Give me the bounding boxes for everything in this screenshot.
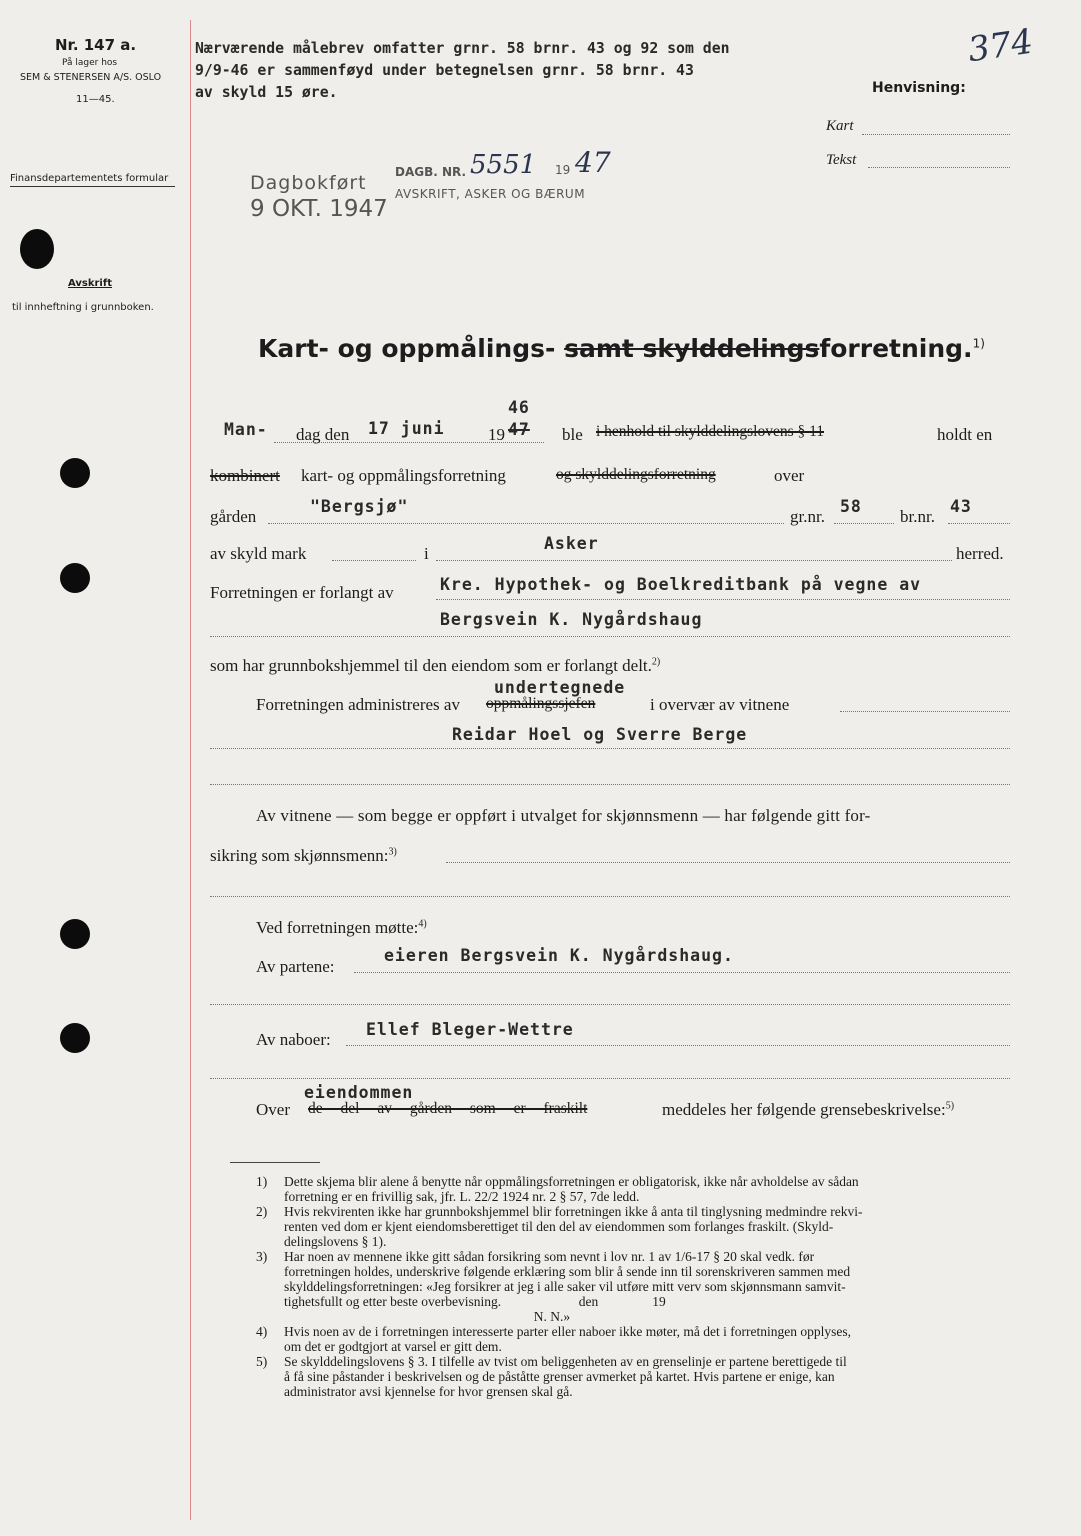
farm-name: "Bergsjø": [310, 497, 409, 516]
punch-hole: [60, 1023, 90, 1053]
formular-rule: [10, 186, 175, 187]
overvaer-line: [840, 711, 1010, 712]
forsikring-line-2: [210, 896, 1010, 897]
over-label-bottom: Over: [256, 1100, 290, 1119]
ved-forretningen-text: Ved forretningen møtte:: [256, 918, 419, 937]
grnr-label: gr.nr.: [790, 507, 825, 526]
footnote: [256, 1204, 1016, 1249]
neighbours: Ellef Bleger-Wettre: [366, 1020, 574, 1039]
footnote-line: skylddelingsforretningen: «Jeg forsikrer at jeg i alle saker vil utføre mitt verv som skjønnsmann samvit-: [284, 1279, 846, 1294]
grnr-line: [834, 523, 894, 524]
municipality: Asker: [544, 534, 599, 553]
holdt-en-label: holdt en: [937, 425, 993, 444]
requester-line-1: Kre. Hypothek- og Boelkreditbank på vegne av: [440, 575, 922, 594]
footnote-line: Hvis rekvirenten ikke har grunnbokshjemmel blir forretningen ikke å anta til tinglysning medmindre rekvi-: [284, 1204, 863, 1219]
title-footnote-ref: 1): [972, 336, 985, 351]
footnote-line: renten ved dom er kjent eiendomsberettiget til den del av eiendommen som forlanges fraskilt. (Skyld-: [284, 1219, 834, 1234]
requester-line: [436, 599, 1010, 600]
innheftning-label: til innheftning i grunnboken.: [12, 302, 154, 313]
formular-label: Finansdepartementets formular: [10, 173, 169, 184]
meddeles-ref: 5): [945, 1100, 955, 1112]
footnote-line: om det er godtgjort at varsel er gitt dem.: [284, 1339, 502, 1354]
footnote-line: å få sine påstander i beskrivelsen og de påståtte grenser avmerket på kartet. Hvis partene er enige, kan: [284, 1369, 835, 1384]
i-henhold-struck: i henhold til skylddelingslovens § 11: [596, 423, 825, 440]
dag-den-label: dag den: [296, 425, 350, 444]
kombinert-struck: kombinert: [210, 466, 280, 485]
meddeles-label: [662, 1100, 954, 1120]
av-vitnene-line-2: [210, 846, 397, 866]
i-label: i: [424, 544, 429, 563]
kart-line: [862, 134, 1010, 135]
footnote-line: Hvis noen av de i forretningen interesserte parter eller naboer ikke møter, må det i forretningen opplyses,: [284, 1324, 852, 1339]
typed-note-line-3: av skyld 15 øre.: [195, 84, 338, 101]
herred-label: herred.: [956, 544, 1004, 563]
footnote-number: 2): [256, 1204, 268, 1219]
parties: eieren Bergsvein K. Nygårdshaug.: [384, 946, 734, 965]
undertegnede: undertegnede: [494, 678, 626, 697]
footnote-rule: [230, 1162, 320, 1163]
requester-line-2: Bergsvein K. Nygårdshaug: [440, 610, 703, 629]
meddeles-text: meddeles her følgende grensebeskrivelse:: [662, 1100, 946, 1119]
year-prefix: 19: [488, 425, 505, 444]
footnote-number: 3): [256, 1249, 268, 1264]
typed-note-line-1: Nærværende målebrev omfatter grnr. 58 brnr. 43 og 92 som den: [195, 40, 730, 57]
som-har-label: [210, 656, 660, 676]
year-struck: 47: [508, 420, 530, 439]
tekst-line: [868, 167, 1010, 168]
footnote-line: N. N.»: [284, 1309, 571, 1324]
grnr-value: 58: [840, 497, 862, 516]
parties-line-2: [210, 1004, 1010, 1005]
av-naboer-label: Av naboer:: [256, 1030, 331, 1049]
parties-line: [354, 972, 1010, 973]
footnote-line: Se skylddelingslovens § 3. I tilfelle av tvist om beliggenheten av en grenselinje er partene berettigede til: [284, 1354, 847, 1369]
punch-hole: [60, 458, 90, 488]
title-struck: samt skylddelings: [564, 334, 820, 363]
typed-note-line-2: 9/9-46 er sammenføyd under betegnelsen grnr. 58 brnr. 43: [195, 62, 694, 79]
eiendommen: eiendommen: [304, 1083, 414, 1102]
brnr-label: br.nr.: [900, 507, 935, 526]
date-line: [274, 442, 544, 443]
footnote-number: 1): [256, 1174, 268, 1189]
administreres-label: Forretningen administreres av: [256, 695, 460, 714]
garden-label: gården: [210, 507, 257, 526]
footnote: [256, 1174, 1016, 1204]
requester-line-2-rule: [210, 636, 1010, 637]
dagb-year-prefix: 19: [555, 163, 571, 177]
skyld-line: [332, 560, 416, 561]
brnr-value: 43: [950, 497, 972, 516]
footnote-line: forretningen holdes, underskrive følgende erklæring som blir å sende inn til sorenskriveren sammen med: [284, 1264, 851, 1279]
ble-label: ble: [562, 425, 583, 444]
av-skyld-mark-label: av skyld mark: [210, 544, 307, 563]
forlangt-av-label: Forretningen er forlangt av: [210, 583, 394, 602]
farm-line: [268, 523, 784, 524]
punch-hole: [60, 919, 90, 949]
footnote-number: 5): [256, 1354, 268, 1369]
form-number: Nr. 147 a.: [55, 36, 137, 54]
punch-hole: [20, 229, 54, 269]
av-vitnene-text-2: sikring som skjønnsmenn:: [210, 846, 389, 865]
footnotes: [256, 1174, 1016, 1399]
title-part-2: forretning.: [819, 334, 973, 363]
dagb-year: 47: [575, 146, 611, 179]
edition: 11—45.: [76, 94, 115, 105]
punch-hole: [60, 563, 90, 593]
publisher-line-1: På lager hos: [62, 58, 118, 68]
neighbours-line: [346, 1045, 1010, 1046]
av-partene-label: Av partene:: [256, 957, 335, 976]
avskrift-stamp: AVSKRIFT, ASKER OG BÆRUM: [395, 187, 586, 201]
av-vitnene-ref: 3): [388, 846, 397, 858]
tekst-label: Tekst: [826, 152, 857, 168]
footnote-line: delingslovens § 1).: [284, 1234, 387, 1249]
footnote: [256, 1354, 1016, 1399]
footnote-line: tighetsfullt og etter beste overbevisning. den 19: [284, 1294, 666, 1309]
footnote-line: Har noen av mennene ikke gitt sådan forsikring som nevnt i lov nr. 1 av 1/6-17 § 20 skal vedk. før: [284, 1249, 815, 1264]
date-typed: 17 juni: [368, 419, 445, 438]
title-part-1: Kart- og oppmålings-: [258, 334, 556, 363]
weekday-typed: Man-: [224, 420, 268, 439]
ved-forretningen-label: [256, 918, 427, 938]
document-title: [258, 334, 985, 363]
footnote: [256, 1324, 1016, 1354]
left-margin-rule: [190, 20, 191, 1520]
neighbours-line-2: [210, 1078, 1010, 1079]
footnote-number: 4): [256, 1324, 268, 1339]
stamp-date: 9 OKT. 1947: [250, 196, 388, 222]
over-struck: de del av gården som er fraskilt: [308, 1100, 588, 1117]
brnr-line: [948, 523, 1010, 524]
dagb-number: 5551: [470, 150, 537, 180]
av-vitnene-line-1: Av vitnene — som begge er oppført i utvalget for skjønnsmenn — har følgende gitt for-: [256, 806, 871, 825]
ved-ref: 4): [418, 918, 427, 930]
kart-label: Kart: [826, 118, 854, 134]
witnesses-line: [210, 748, 1010, 749]
footnote-line: administrator avsi kjennelse for hvor grensen skal gå.: [284, 1384, 573, 1399]
i-overvaer-label: i overvær av vitnene: [650, 695, 790, 714]
witnesses: Reidar Hoel og Sverre Berge: [452, 725, 748, 744]
som-har-text: som har grunnbokshjemmel til den eiendom som er forlangt delt.: [210, 656, 652, 675]
og-skyld-struck: og skylddelingsforretning: [556, 466, 716, 483]
som-har-ref: 2): [651, 656, 661, 668]
oppmaling-struck: oppmålingssjefen: [486, 695, 596, 712]
dagbokfort-stamp: Dagbokført: [250, 172, 367, 194]
kart-og-label: kart- og oppmålingsforretning: [301, 466, 506, 485]
footnote: [256, 1249, 1016, 1324]
footnote-line: Dette skjema blir alene å benytte når oppmålingsforretningen er obligatorisk, ikke når avholdelse av sådan: [284, 1174, 859, 1189]
blank-line: [210, 784, 1010, 785]
page-number: 374: [965, 21, 1036, 71]
henvisning-label: Henvisning:: [872, 80, 966, 96]
municipality-line: [436, 560, 952, 561]
year-typed: 46: [508, 398, 530, 417]
over-label: over: [774, 466, 805, 485]
forsikring-line: [446, 862, 1010, 863]
footnote-line: forretning er en frivillig sak, jfr. L. 22/2 1924 nr. 2 § 57, 7de ledd.: [284, 1189, 640, 1204]
dagb-label: DAGB. NR.: [395, 165, 467, 179]
publisher-line-2: SEM & STENERSEN A/S. OSLO: [20, 72, 162, 83]
avskrift-label: Avskrift: [68, 278, 112, 289]
